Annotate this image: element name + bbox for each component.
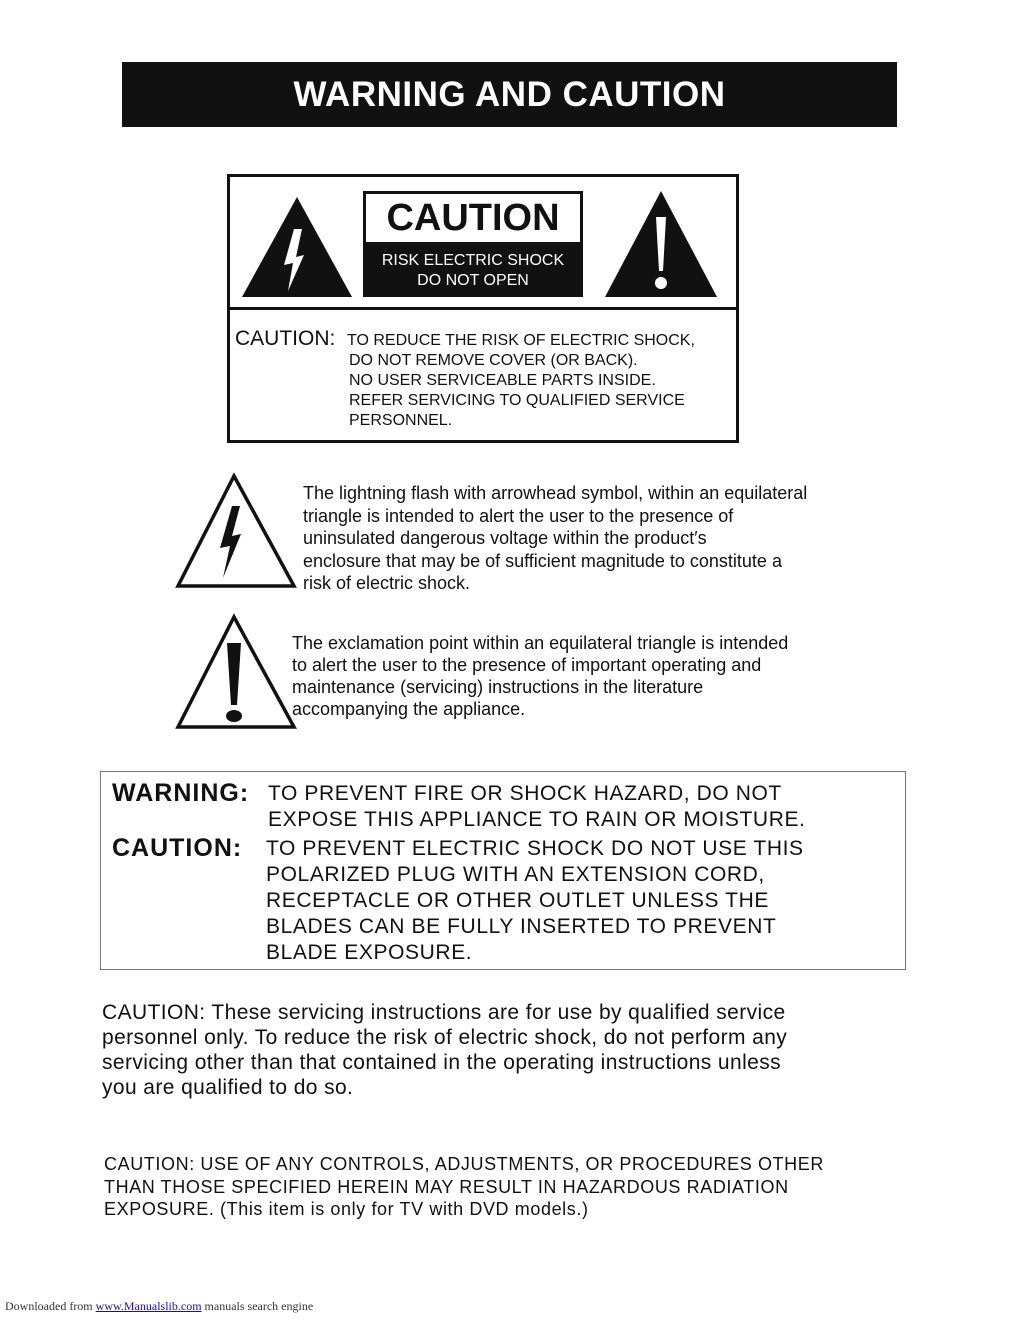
caution-title-box: [363, 191, 583, 245]
paragraph-line: THAN THOSE SPECIFIED HEREIN MAY RESULT IN HAZARDOUS RADIATION: [104, 1176, 789, 1197]
download-footer: [5, 1299, 313, 1314]
exclamation-symbol-description: [292, 632, 872, 720]
caution-subtitle-line-2: DO NOT OPEN: [417, 272, 529, 289]
paragraph-line: CAUTION: These servicing instructions are for use by qualified service: [102, 1001, 786, 1024]
caution-key: CAUTION:: [112, 834, 243, 862]
caution-line: RECEPTACLE OR OTHER OUTLET UNLESS THE: [266, 889, 769, 912]
radiation-caution-paragraph: [104, 1153, 934, 1221]
paragraph-line: CAUTION: USE OF ANY CONTROLS, ADJUSTMENTS, OR PROCEDURES OTHER: [104, 1154, 824, 1174]
description-line: accompanying the appliance.: [292, 699, 526, 719]
lightning-symbol-description: [303, 482, 883, 595]
warning-line: EXPOSE THIS APPLIANCE TO RAIN OR MOISTURE.: [268, 808, 806, 831]
manualslib-link[interactable]: www.Manualslib.com: [95, 1299, 202, 1313]
label-instruction-line: PERSONNEL.: [349, 412, 453, 429]
label-caution-word: CAUTION:: [235, 327, 336, 350]
description-line: risk of electric shock.: [303, 573, 471, 593]
caution-line: BLADE EXPOSURE.: [266, 941, 473, 964]
description-line: maintenance (servicing) instructions in the literature: [292, 677, 704, 697]
paragraph-line: EXPOSURE. (This item is only for TV with DVD models.): [104, 1199, 589, 1219]
page-title-banner: [122, 62, 897, 127]
label-divider: [230, 307, 736, 310]
description-line: to alert the user to the presence of important operating and: [292, 655, 762, 675]
description-line: uninsulated dangerous voltage within the product′s: [303, 528, 707, 548]
label-instruction-line: DO NOT REMOVE COVER (OR BACK).: [349, 352, 638, 369]
caution-title: CAUTION: [386, 196, 560, 239]
warning-line: TO PREVENT FIRE OR SHOCK HAZARD, DO NOT: [268, 782, 782, 805]
lightning-triangle-outline-icon: [174, 472, 298, 590]
caution-text: [266, 836, 804, 966]
label-instruction-line: TO REDUCE THE RISK OF ELECTRIC SHOCK,: [347, 332, 695, 349]
label-instruction-line: REFER SERVICING TO QUALIFIED SERVICE: [349, 392, 685, 409]
caution-label: [227, 174, 739, 443]
caution-line: POLARIZED PLUG WITH AN EXTENSION CORD,: [266, 863, 765, 886]
label-instruction-line: NO USER SERVICEABLE PARTS INSIDE.: [349, 372, 656, 389]
page-title: WARNING AND CAUTION: [293, 74, 726, 114]
description-line: The lightning flash with arrowhead symbol, within an equilateral: [303, 483, 808, 503]
paragraph-line: personnel only. To reduce the risk of electric shock, do not perform any: [102, 1026, 788, 1049]
caution-subtitle-line-1: RISK ELECTRIC SHOCK: [381, 252, 565, 269]
description-line: The exclamation point within an equilateral triangle is intended: [292, 633, 789, 653]
paragraph-line: servicing other than that contained in the operating instructions unless: [102, 1051, 782, 1074]
caution-line: BLADES CAN BE FULLY INSERTED TO PREVENT: [266, 915, 777, 938]
lightning-triangle-icon: [238, 193, 356, 301]
label-instructions: [347, 331, 737, 431]
description-line: enclosure that may be of sufficient magnitude to constitute a: [303, 550, 782, 571]
warning-key: WARNING:: [112, 779, 250, 807]
warning-box: [100, 771, 906, 970]
exclamation-triangle-icon: [602, 189, 720, 299]
footer-prefix: Downloaded from: [5, 1299, 93, 1313]
description-line: triangle is intended to alert the user to the presence of: [303, 505, 734, 526]
servicing-caution-paragraph: [102, 1000, 902, 1100]
caution-subtitle-box: [363, 245, 583, 297]
paragraph-line: you are qualified to do so.: [102, 1076, 354, 1099]
caution-line: TO PREVENT ELECTRIC SHOCK DO NOT USE THIS: [266, 837, 804, 860]
footer-suffix: manuals search engine: [204, 1299, 314, 1313]
exclamation-triangle-outline-icon: [174, 613, 298, 731]
warning-text: [268, 781, 806, 833]
